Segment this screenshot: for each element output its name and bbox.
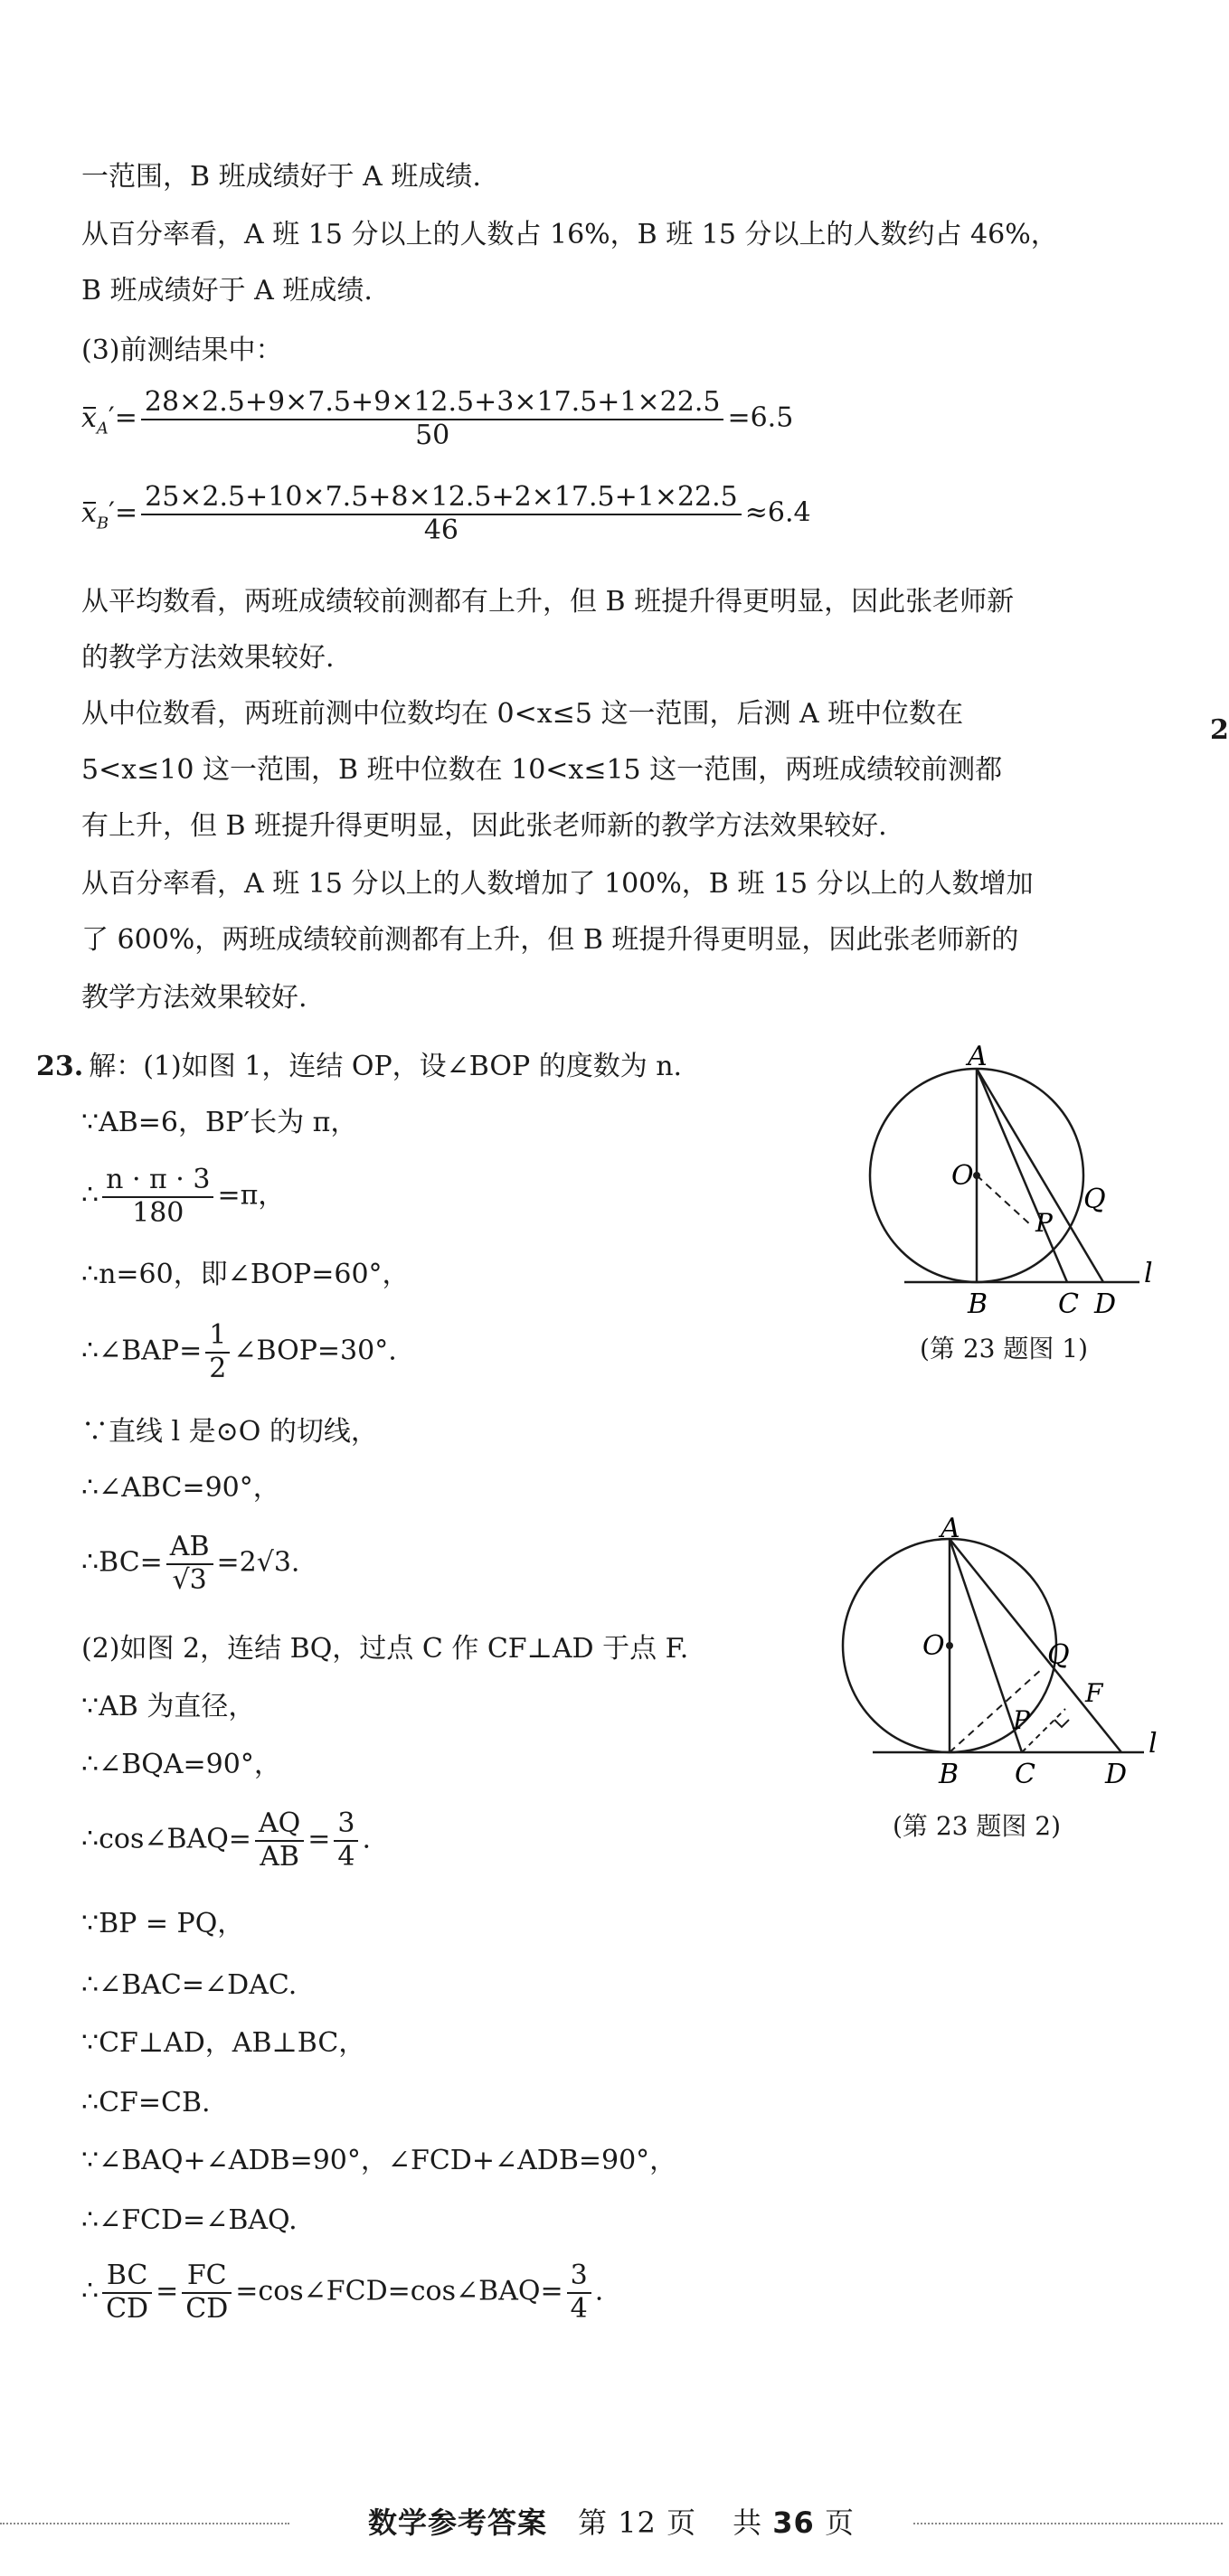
segment-op (977, 1175, 1031, 1225)
frac-den: 180 (132, 1196, 184, 1229)
q23-line: ∴∠ABC=90°， (81, 1472, 280, 1504)
label-d: D (1094, 1288, 1117, 1320)
q23-line: ∵∠BAQ+∠ADB=90°，∠FCD+∠ADB=90°， (81, 2145, 677, 2176)
eq-mid: =cos∠FCD=cos∠BAQ= (235, 2275, 563, 2307)
text-line: 有上升，但 B 班提升得更明显，因此张老师新的教学方法效果较好. (81, 810, 887, 842)
q23-line: ∴∠FCD=∠BAQ. (81, 2204, 298, 2236)
label-q: Q (1083, 1184, 1106, 1215)
figure-23-2 (832, 1513, 1176, 1799)
segment-ad (950, 1539, 1121, 1752)
text-line: 从中位数看，两班前测中位数均在 0<x≤5 这一范围，后测 A 班中位数在 (81, 698, 964, 730)
q23-fraction-line (81, 1808, 371, 1873)
text-line: 教学方法效果较好. (81, 982, 307, 1014)
q23-line: ∵CF⊥AD，AB⊥BC， (81, 2027, 366, 2059)
frac-num: 3 (334, 1808, 358, 1842)
frac-num: AB (166, 1532, 213, 1565)
text-line: 了 600%，两班成绩较前测都有上升，但 B 班提升得更明显，因此张老师新的 (81, 924, 1019, 956)
label-p: P (1013, 1705, 1030, 1735)
label-b: B (939, 1759, 960, 1790)
frac-num: AQ (255, 1808, 304, 1842)
text-line: 从百分率看，A 班 15 分以上的人数增加了 100%，B 班 15 分以上的人数增加 (81, 868, 1034, 900)
label-q: Q (1047, 1639, 1070, 1671)
text-line: 从平均数看，两班成绩较前测都有上升，但 B 班提升得更明显，因此张老师新 (81, 586, 1015, 618)
label-b: B (968, 1288, 988, 1320)
eq-post: . (362, 1823, 371, 1855)
mean-a-numerator: 28×2.5+9×7.5+9×12.5+3×17.5+1×22.5 (141, 387, 724, 420)
center-dot (946, 1642, 953, 1649)
mean-b-numerator: 25×2.5+10×7.5+8×12.5+2×17.5+1×22.5 (141, 482, 742, 515)
text-line: 的教学方法效果较好. (81, 642, 335, 674)
label-l: l (1149, 1728, 1158, 1760)
frac-den: CD (106, 2292, 149, 2325)
frac-den: √3 (172, 1563, 207, 1596)
label-o: O (951, 1160, 974, 1192)
eq-post: =2√3. (216, 1546, 300, 1579)
text-line: B 班成绩好于 A 班成绩. (81, 275, 373, 307)
label-c: C (1058, 1288, 1079, 1320)
eq-sign: = (307, 1823, 331, 1855)
mean-b-result: ≈6.4 (744, 496, 811, 529)
eq-pre: ∴cos∠BAQ= (81, 1823, 251, 1855)
page-footer (0, 2500, 1223, 2542)
q23-line: ∵AB=6，BP′长为 π， (81, 1107, 358, 1138)
frac-den: 2 (209, 1352, 227, 1384)
label-a: A (968, 1041, 988, 1072)
q23-line-1 (36, 1049, 682, 1085)
frac-num: n · π · 3 (102, 1165, 213, 1198)
frac-den: 4 (570, 2292, 588, 2325)
text-line: 从百分率看，A 班 15 分以上的人数占 16%，B 班 15 分以上的人数约占 46%， (81, 219, 1058, 250)
figure-23-1 (868, 1040, 1176, 1356)
mean-b-formula: $x_B'=$ $\frac{25\times 2.5+10\times 7.5+8\times 12.5+2\times 17.5+1\times 22.5}{46}$ ≈6.4 (81, 481, 811, 546)
q23-final-line: ∴ $\frac{BC}{CD}$ = $\frac{FC}{CD}$ =cos∠FCD=cos∠BAQ= $\frac{3}{4}$ . (81, 2260, 604, 2325)
q23-line: ∵BP = PQ， (81, 1908, 245, 1939)
mean-a-result: =6.5 (727, 401, 794, 434)
footer-total-suffix: 页 (824, 2505, 855, 2540)
frac-num: FC (182, 2260, 232, 2294)
q23-line: ∵AB 为直径， (81, 1691, 256, 1722)
label-c: C (1015, 1759, 1035, 1790)
label-l: l (1144, 1258, 1153, 1289)
figure-23-1-caption: (第 23 题图 1) (920, 1334, 1088, 1363)
footer-title: 数学参考答案 (368, 2505, 548, 2540)
frac-num: BC (102, 2260, 152, 2294)
eq-pre: ∴∠BAP= (81, 1335, 203, 1367)
footer-total-prefix: 共 (733, 2505, 763, 2540)
footer-total: 36 (772, 2505, 815, 2540)
text-line: 一范围，B 班成绩好于 A 班成绩. (81, 161, 481, 193)
q23-text: 解：(1)如图 1，连结 OP，设∠BOP 的度数为 n. (89, 1051, 683, 1082)
mean-a-denominator: 50 (415, 419, 450, 451)
label-p: P (1035, 1208, 1053, 1238)
mean-a-formula: $x_A'=$ $\frac{28\times 2.5+9\times 7.5+9\times 12.5+3\times 17.5+1\times 22.5}{50}$ =6.5 (81, 386, 794, 451)
q23-fraction-line: ∴ $\frac{n \cdot \pi \cdot 3}{180}$ =π， (81, 1164, 286, 1229)
q23-line: ∴CF=CB. (81, 2087, 211, 2118)
q23-line: ∴∠BQA=90°， (81, 1749, 281, 1780)
center-dot (973, 1172, 980, 1179)
figure-23-2-caption: (第 23 题图 2) (893, 1811, 1061, 1841)
text-line: (3)前测结果中： (81, 335, 283, 366)
mean-b-denominator: 46 (423, 514, 459, 546)
q23-line: ∴n=60，即∠BOP=60°， (81, 1259, 410, 1290)
frac-num: 3 (567, 2260, 591, 2294)
question-number: 23. (36, 1051, 84, 1082)
label-a: A (941, 1513, 960, 1544)
eq-post: ∠BOP=30°. (233, 1335, 397, 1367)
label-d: D (1105, 1759, 1128, 1790)
q23-line: (2)如图 2，连结 BQ，过点 C 作 CF⊥AD 于点 F. (81, 1633, 689, 1665)
frac-num: 1 (205, 1320, 230, 1354)
text-line: 5<x≤10 这一范围，B 班中位数在 10<x≤15 这一范围，两班成绩较前测都 (81, 754, 1003, 786)
footer-page: 第 12 页 (578, 2505, 697, 2540)
q23-fraction-line (81, 1320, 397, 1384)
eq-pre: ∴BC= (81, 1546, 163, 1579)
q23-fraction-line (81, 1532, 299, 1596)
label-f: F (1085, 1678, 1103, 1708)
frac-den: CD (185, 2292, 229, 2325)
frac-den: 4 (337, 1840, 355, 1873)
frac-result: =π， (217, 1179, 286, 1212)
q23-line: ∵直线 l 是⊙O 的切线， (81, 1416, 378, 1448)
segment-ac (950, 1539, 1022, 1752)
right-angle-mark (1054, 1720, 1069, 1727)
side-mark: 2 (1210, 714, 1229, 746)
frac-den: AB (260, 1840, 299, 1873)
q23-line: ∴∠BAC=∠DAC. (81, 1969, 298, 2001)
label-o: O (922, 1630, 945, 1662)
